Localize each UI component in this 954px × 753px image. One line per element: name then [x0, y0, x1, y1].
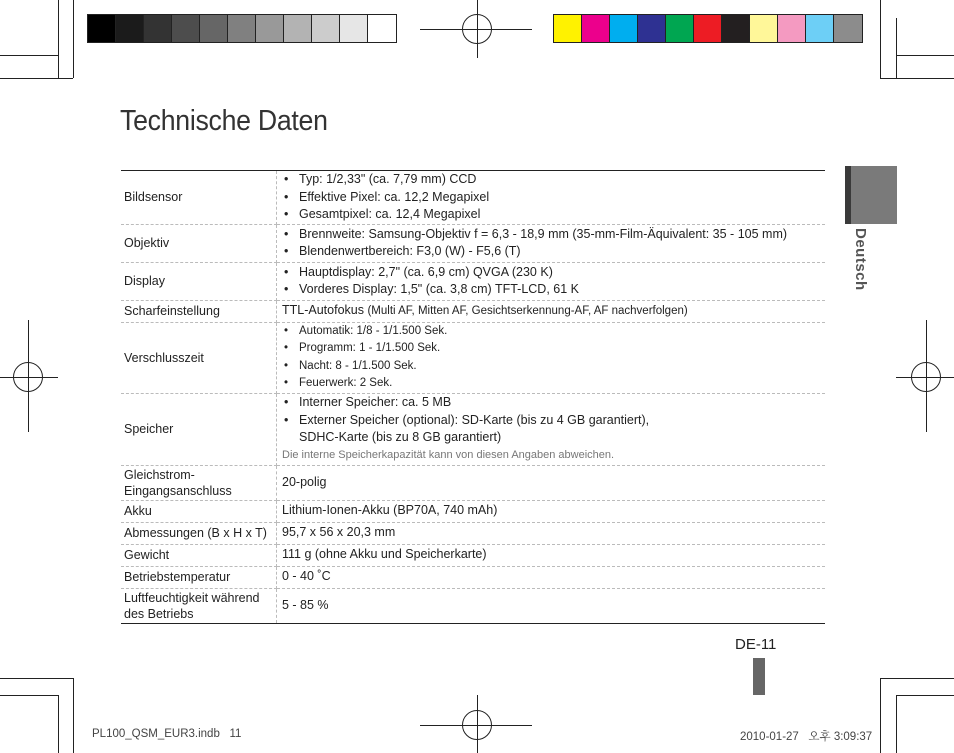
color-swatch: [312, 15, 340, 42]
color-swatch: [778, 15, 806, 42]
spec-label-line: Eingangsanschluss: [124, 483, 232, 498]
registration-line: [477, 0, 478, 58]
color-swatch: [666, 15, 694, 42]
list-item: • Nacht: 8 - 1/1.500 Sek.: [282, 358, 825, 376]
spec-value-detail: (Multi AF, Mitten AF, Gesichtserkennung-AF, AF nachverfolgen): [367, 304, 688, 317]
registration-line: [420, 29, 532, 30]
crop-mark: [880, 678, 881, 753]
spec-table: [121, 170, 825, 624]
color-swatch: [172, 15, 200, 42]
crop-mark: [0, 695, 58, 696]
spec-label: Gewicht: [121, 544, 277, 566]
registration-line: [477, 695, 478, 753]
crop-mark: [58, 0, 59, 78]
table-row: [121, 262, 825, 300]
color-swatch: [284, 15, 312, 42]
spec-list: [282, 171, 825, 224]
color-swatch: [228, 15, 256, 42]
table-row: [121, 500, 825, 522]
crop-mark: [880, 678, 954, 679]
spec-label: [121, 588, 277, 623]
color-swatch: [610, 15, 638, 42]
spec-value: 95,7 x 56 x 20,3 mm: [277, 522, 826, 544]
spec-value: 0 - 40 ˚C: [277, 566, 826, 588]
list-item: • Interner Speicher: ca. 5 MB: [282, 394, 825, 412]
table-row: [121, 322, 825, 393]
list-item: • Brennweite: Samsung-Objektiv f = 6,3 - 18,9 mm (35-mm-Film-Äquivalent: 35 - 105 mm): [282, 226, 825, 244]
color-swatch: [340, 15, 368, 42]
list-item: [282, 412, 825, 447]
spec-label-line: Luftfeuchtigkeit während: [124, 590, 260, 605]
spec-label: Betriebstemperatur: [121, 566, 277, 588]
registration-line: [0, 377, 58, 378]
spec-label-line: des Betriebs: [124, 606, 194, 621]
color-swatch: [116, 15, 144, 42]
list-item: • Automatik: 1/8 - 1/1.500 Sek.: [282, 323, 825, 341]
table-row: [121, 393, 825, 465]
crop-mark: [73, 0, 74, 78]
color-swatch: [750, 15, 778, 42]
spec-value: 20-polig: [277, 465, 826, 500]
table-row: [121, 171, 825, 225]
crop-mark: [896, 55, 954, 56]
footer-timestamp: 2010-01-27 오후 3:09:37: [740, 731, 873, 743]
list-item: • Typ: 1/2,33" (ca. 7,79 mm) CCD: [282, 171, 825, 189]
spec-label: Display: [121, 262, 277, 300]
crop-mark: [880, 78, 954, 79]
color-swatch: [200, 15, 228, 42]
list-item-text: Externer Speicher (optional): SD-Karte (bis zu 4 GB garantiert),: [299, 412, 650, 427]
color-swatch: [806, 15, 834, 42]
spec-label: Objektiv: [121, 224, 277, 262]
color-swatch: [834, 15, 862, 42]
process-color-bar: [553, 14, 863, 43]
table-row: [121, 522, 825, 544]
list-item: • Feuerwerk: 2 Sek.: [282, 375, 825, 393]
spec-label-line: Gleichstrom-: [124, 467, 195, 482]
spec-value: Lithium-Ionen-Akku (BP70A, 740 mAh): [277, 500, 826, 522]
table-row: [121, 465, 825, 500]
list-item: • Gesamtpixel: ca. 12,4 Megapixel: [282, 206, 825, 224]
spec-label: Verschlusszeit: [121, 322, 277, 393]
crop-mark: [0, 55, 58, 56]
table-row: [121, 300, 825, 322]
spec-list: [282, 226, 825, 261]
crop-mark: [896, 695, 897, 753]
spec-note: Die interne Speicherkapazität kann von diesen Angaben abweichen.: [282, 448, 615, 461]
spec-label: Scharfeinstellung: [121, 300, 277, 322]
color-swatch: [554, 15, 582, 42]
table-row: [121, 544, 825, 566]
spec-list: [282, 323, 825, 393]
spec-label: Bildsensor: [121, 171, 277, 225]
crop-mark: [58, 695, 59, 753]
spec-list: [282, 264, 825, 299]
registration-line: [896, 377, 954, 378]
spec-value: TTL-Autofokus: [282, 302, 364, 317]
spec-label: [121, 465, 277, 500]
color-swatch: [694, 15, 722, 42]
crop-mark: [880, 0, 881, 78]
crop-mark: [0, 78, 73, 79]
color-swatch: [722, 15, 750, 42]
page-title: Technische Daten: [120, 105, 328, 137]
grayscale-color-bar: [87, 14, 397, 43]
registration-line: [926, 320, 927, 432]
registration-line: [28, 320, 29, 432]
spec-list: [282, 394, 825, 447]
crop-mark: [896, 18, 897, 78]
list-item: • Blendenwertbereich: F3,0 (W) - F5,6 (T): [282, 243, 825, 261]
spec-label: Abmessungen (B x H x T): [121, 522, 277, 544]
table-row: [121, 566, 825, 588]
color-swatch: [256, 15, 284, 42]
spec-label: Speicher: [121, 393, 277, 465]
list-item: • Effektive Pixel: ca. 12,2 Megapixel: [282, 189, 825, 207]
spec-value: 111 g (ohne Akku und Speicherkarte): [277, 544, 826, 566]
registration-line: [420, 725, 532, 726]
color-swatch: [638, 15, 666, 42]
language-label: Deutsch: [852, 228, 869, 291]
language-tab: [845, 166, 897, 224]
list-item: • Vorderes Display: 1,5" (ca. 3,8 cm) TFT-LCD, 61 K: [282, 281, 825, 299]
footer-file-name: PL100_QSM_EUR3.indb 11: [92, 728, 242, 740]
list-item: • Hauptdisplay: 2,7" (ca. 6,9 cm) QVGA (230 K): [282, 264, 825, 282]
crop-mark: [0, 678, 73, 679]
color-swatch: [582, 15, 610, 42]
crop-mark: [896, 695, 954, 696]
crop-mark: [73, 678, 74, 753]
color-swatch: [368, 15, 396, 42]
list-item-continuation: SDHC-Karte (bis zu 8 GB garantiert): [299, 430, 502, 444]
spec-value: 5 - 85 %: [277, 588, 826, 623]
table-row: [121, 224, 825, 262]
color-swatch: [88, 15, 116, 42]
spec-label: Akku: [121, 500, 277, 522]
list-item: • Programm: 1 - 1/1.500 Sek.: [282, 340, 825, 358]
page-number: DE-11: [735, 636, 777, 653]
table-row: [121, 588, 825, 623]
page-marker-bar: [753, 658, 765, 695]
color-swatch: [144, 15, 172, 42]
